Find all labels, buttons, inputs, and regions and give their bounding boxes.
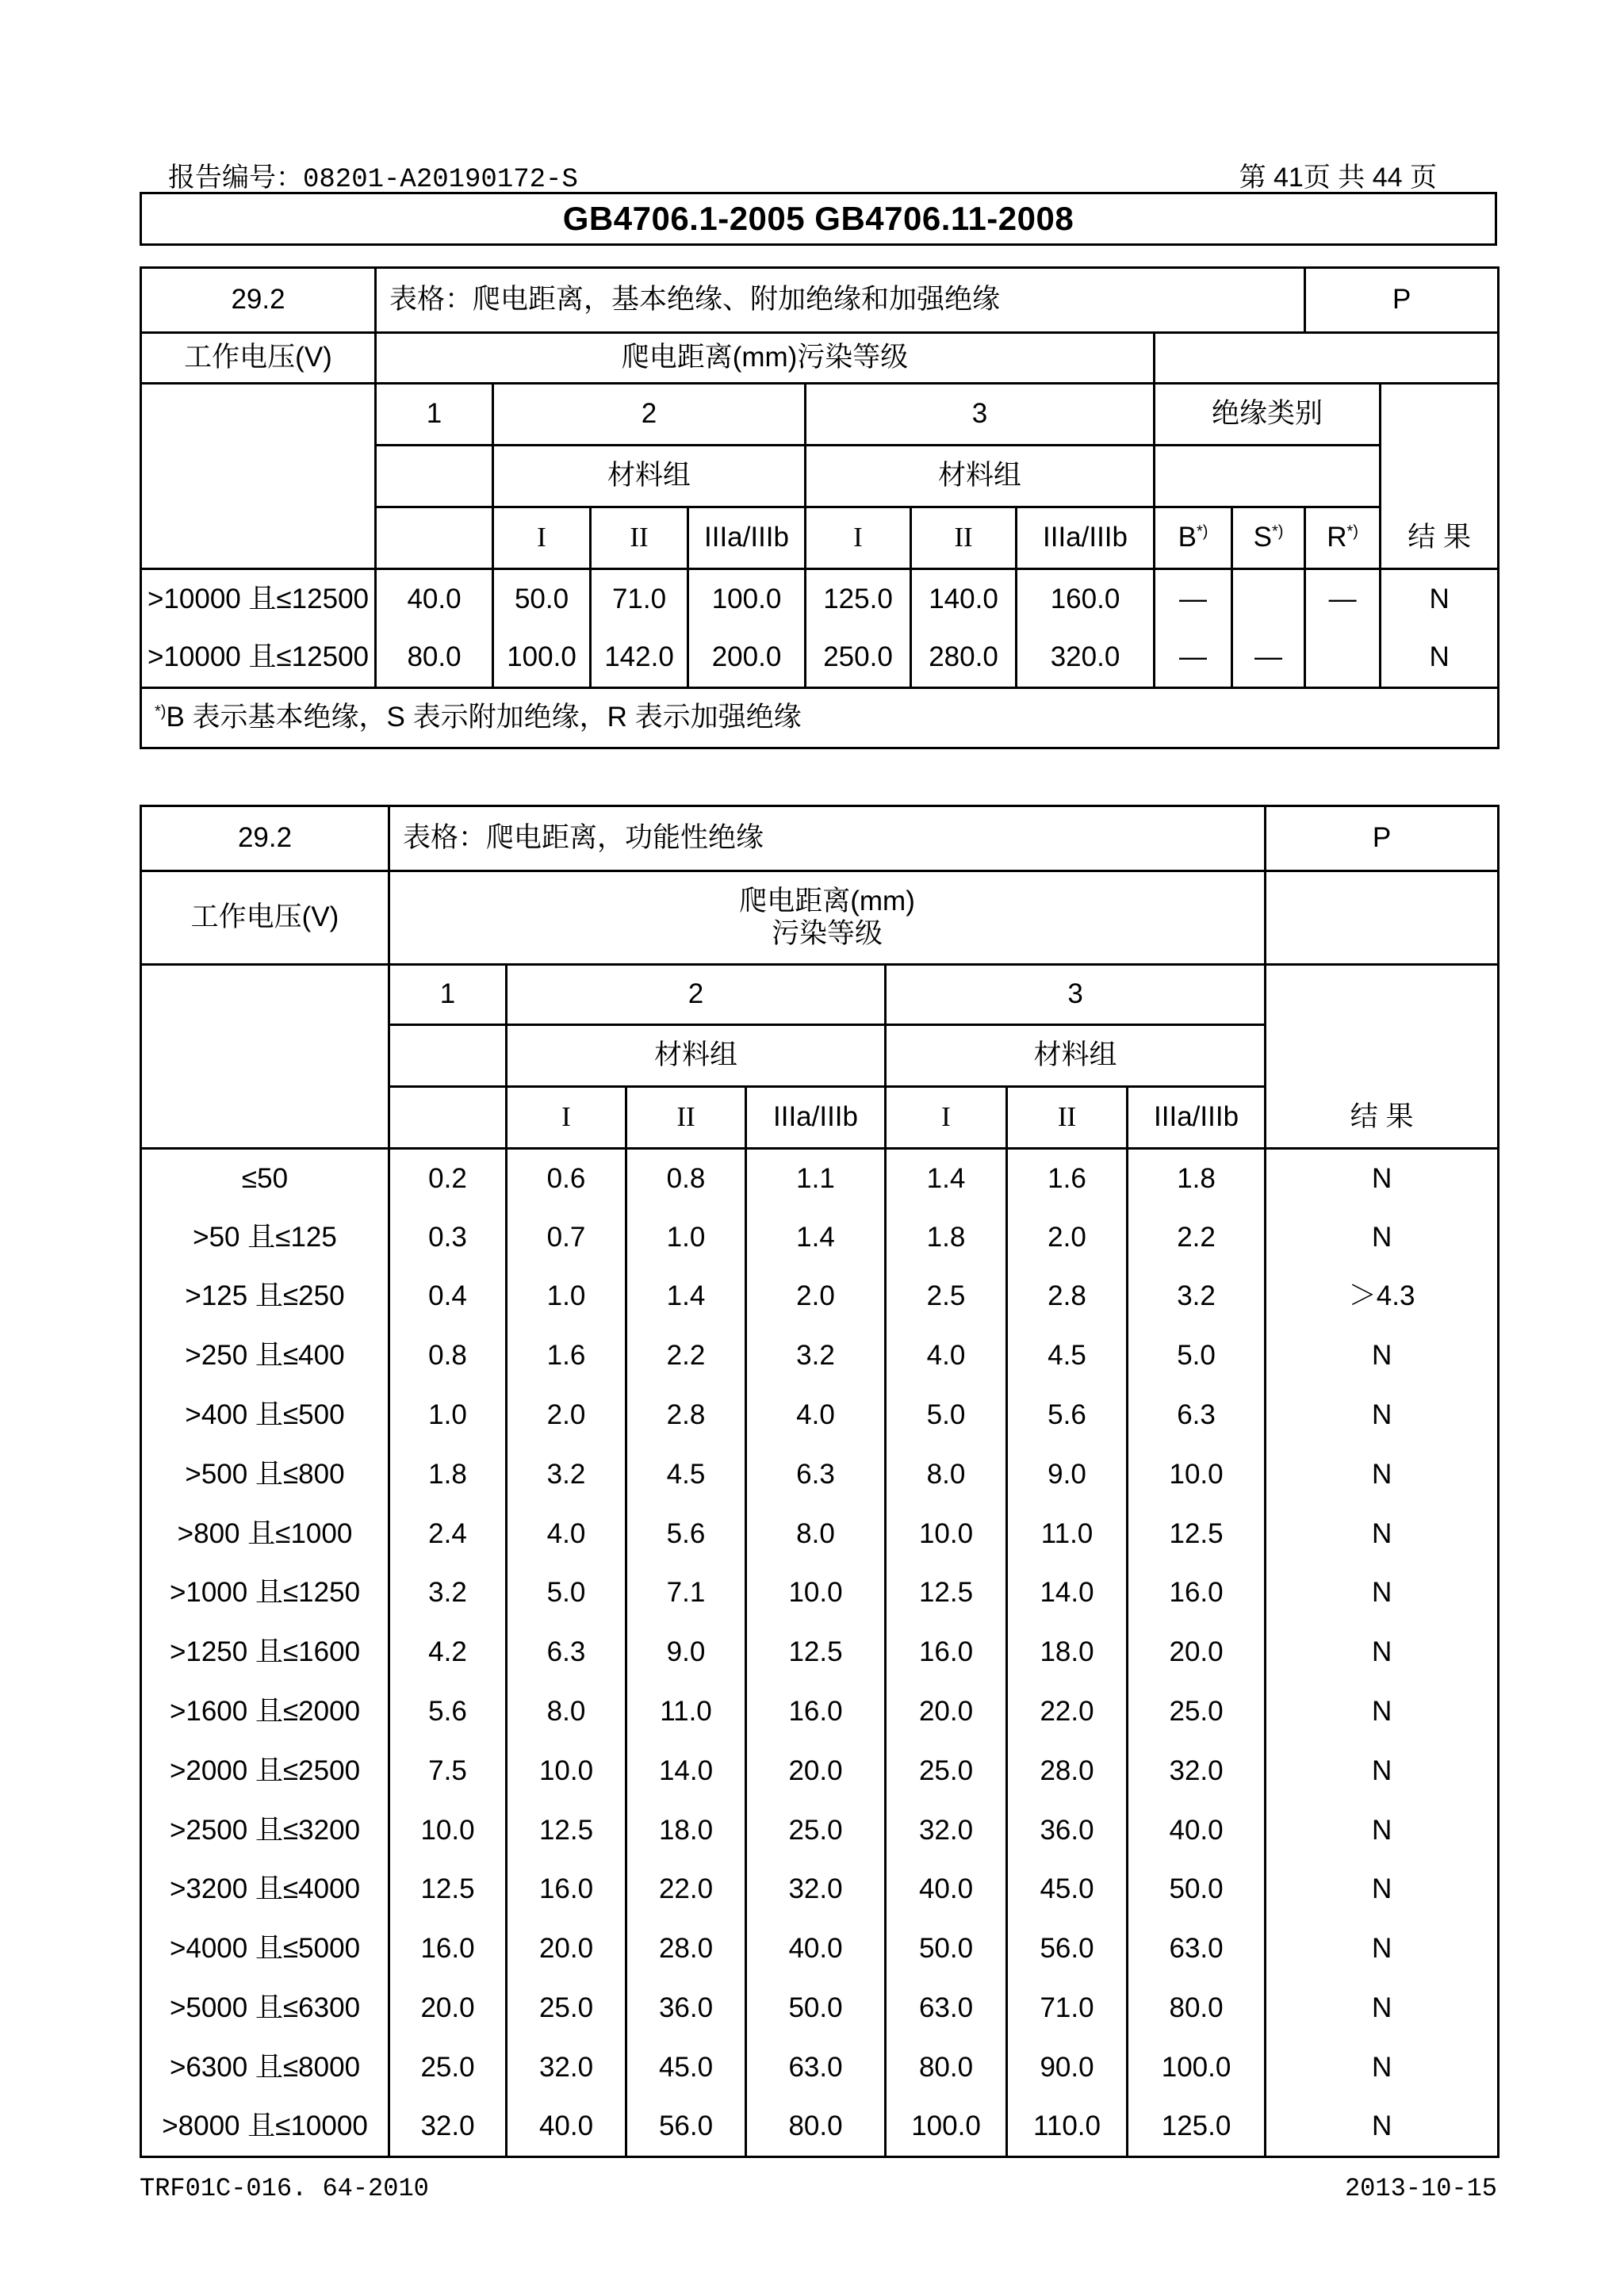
value-cell: 4.0	[886, 1326, 1007, 1386]
table-row	[141, 1504, 1499, 1563]
value-cell: 14.0	[1007, 1563, 1128, 1623]
degree-2: 2	[507, 965, 886, 1025]
empty-cell	[376, 446, 493, 507]
material-col-iii: IIIa/IIIb	[1128, 1087, 1266, 1149]
value-cell: 200.0	[688, 629, 806, 688]
voltage-range-cell: >6300 且≤8000	[141, 2038, 389, 2097]
material-col-ii: II	[591, 507, 688, 569]
value-cell: 28.0	[626, 1919, 746, 1979]
material-group-label: 材料组	[806, 446, 1155, 507]
table-row	[141, 1682, 1499, 1742]
value-cell: 4.2	[389, 1623, 507, 1682]
value-cell: 25.0	[507, 1979, 626, 2038]
value-cell: 1.0	[626, 1207, 746, 1267]
result-label: 结 果	[1381, 507, 1499, 569]
result-cell: N	[1266, 2038, 1499, 2097]
table-row	[141, 1741, 1499, 1800]
result-cell: N	[1381, 629, 1499, 688]
value-cell: 0.8	[626, 1149, 746, 1208]
material-group-label: 材料组	[493, 446, 806, 507]
result-cell: N	[1266, 1623, 1499, 1682]
value-cell: 16.0	[886, 1623, 1007, 1682]
value-cell: 10.0	[886, 1504, 1007, 1563]
table-row	[141, 1919, 1499, 1979]
value-cell: —	[1305, 569, 1381, 629]
value-cell: 32.0	[389, 2097, 507, 2156]
value-cell: 100.0	[688, 569, 806, 629]
degree-1: 1	[376, 384, 493, 446]
verdict: P	[1305, 268, 1499, 333]
value-cell: 1.6	[1007, 1149, 1128, 1208]
issue-date: 2013-10-15	[1344, 2174, 1497, 2203]
creepage-label: 爬电距离(mm)污染等级	[376, 333, 1155, 384]
value-cell: 7.1	[626, 1563, 746, 1623]
material-col-i: I	[493, 507, 591, 569]
value-cell: 12.5	[507, 1800, 626, 1860]
table-row	[141, 1563, 1499, 1623]
value-cell: 9.0	[1007, 1445, 1128, 1504]
creepage-table-basic	[140, 266, 1500, 749]
value-cell: 1.8	[886, 1207, 1007, 1267]
value-cell: 12.5	[886, 1563, 1007, 1623]
value-cell: 20.0	[886, 1682, 1007, 1742]
value-cell: 100.0	[493, 629, 591, 688]
value-cell: 63.0	[746, 2038, 886, 2097]
empty-cell	[141, 384, 376, 446]
value-cell: 9.0	[626, 1623, 746, 1682]
value-cell: 50.0	[493, 569, 591, 629]
value-cell: 5.6	[389, 1682, 507, 1742]
voltage-range-cell: >8000 且≤10000	[141, 2097, 389, 2156]
value-cell: 28.0	[1007, 1741, 1128, 1800]
value-cell: 100.0	[886, 2097, 1007, 2156]
result-cell: N	[1266, 1149, 1499, 1208]
value-cell: 1.0	[389, 1386, 507, 1445]
empty-cell	[141, 446, 376, 507]
value-cell: 50.0	[746, 1979, 886, 2038]
value-cell: 11.0	[626, 1682, 746, 1742]
value-cell: 0.6	[507, 1149, 626, 1208]
result-cell: N	[1266, 1800, 1499, 1860]
creepage-label-cell	[389, 871, 1266, 965]
value-cell: 3.2	[507, 1445, 626, 1504]
table-row	[141, 2097, 1499, 2156]
value-cell: 25.0	[886, 1741, 1007, 1800]
value-cell: 80.0	[376, 629, 493, 688]
value-cell: 110.0	[1007, 2097, 1128, 2156]
value-cell: 7.5	[389, 1741, 507, 1800]
value-cell: 25.0	[746, 1800, 886, 1860]
value-cell: 20.0	[746, 1741, 886, 1800]
table-row	[141, 1445, 1499, 1504]
value-cell: 12.5	[1128, 1504, 1266, 1563]
material-col-iii: IIIa/IIIb	[746, 1087, 886, 1149]
value-cell: 4.5	[626, 1445, 746, 1504]
value-cell: 0.2	[389, 1149, 507, 1208]
voltage-range-cell: ≤50	[141, 1149, 389, 1208]
value-cell: 125.0	[806, 569, 911, 629]
result-cell: N	[1381, 569, 1499, 629]
value-cell: 50.0	[1128, 1860, 1266, 1919]
value-cell: 16.0	[507, 1860, 626, 1919]
empty-cell	[1266, 871, 1499, 965]
empty-cell	[1381, 446, 1499, 507]
value-cell: 2.5	[886, 1267, 1007, 1326]
result-cell: N	[1266, 1979, 1499, 2038]
value-cell: 6.3	[746, 1445, 886, 1504]
category-b: B*)	[1155, 507, 1232, 569]
table2-body	[141, 1149, 1499, 2157]
value-cell: 20.0	[389, 1979, 507, 2038]
empty-cell	[389, 1087, 507, 1149]
value-cell: 20.0	[1128, 1623, 1266, 1682]
clause-number: 29.2	[141, 268, 376, 333]
value-cell: 18.0	[626, 1800, 746, 1860]
material-col-ii: II	[1007, 1087, 1128, 1149]
value-cell: 2.8	[1007, 1267, 1128, 1326]
value-cell: —	[1232, 629, 1305, 688]
table-title: 表格：爬电距离，基本绝缘、附加绝缘和加强绝缘	[376, 268, 1305, 333]
report-number: 报告编号：08201-A20190172-S	[168, 165, 578, 195]
value-cell: 36.0	[626, 1979, 746, 2038]
value-cell: 45.0	[626, 2038, 746, 2097]
value-cell: 1.0	[507, 1267, 626, 1326]
voltage-range-cell: >125 且≤250	[141, 1267, 389, 1326]
voltage-range-cell: >1000 且≤1250	[141, 1563, 389, 1623]
voltage-range-cell: >2000 且≤2500	[141, 1741, 389, 1800]
value-cell: 1.4	[886, 1149, 1007, 1208]
value-cell: 12.5	[746, 1623, 886, 1682]
value-cell: 22.0	[1007, 1682, 1128, 1742]
result-cell: ＞4.3	[1266, 1267, 1499, 1326]
value-cell: 1.4	[746, 1207, 886, 1267]
voltage-range-cell: >1600 且≤2000	[141, 1682, 389, 1742]
result-cell: N	[1266, 1741, 1499, 1800]
material-col-i: I	[507, 1087, 626, 1149]
material-col-ii: II	[626, 1087, 746, 1149]
value-cell: 32.0	[886, 1800, 1007, 1860]
value-cell: 2.0	[1007, 1207, 1128, 1267]
empty-cell	[141, 1025, 389, 1087]
page-footer	[140, 2174, 1497, 2203]
category-s: S*)	[1232, 507, 1305, 569]
value-cell: 1.1	[746, 1149, 886, 1208]
degree-2: 2	[493, 384, 806, 446]
empty-cell	[141, 965, 389, 1025]
voltage-range-cell: >500 且≤800	[141, 1445, 389, 1504]
value-cell: 280.0	[911, 629, 1017, 688]
value-cell: 16.0	[746, 1682, 886, 1742]
material-col-iii: IIIa/IIIb	[1017, 507, 1155, 569]
clause-number: 29.2	[141, 806, 389, 871]
voltage-range-cell: >10000 且≤12500	[141, 569, 376, 629]
value-cell: 90.0	[1007, 2038, 1128, 2097]
category-r: R*)	[1305, 507, 1381, 569]
material-col-ii: II	[911, 507, 1017, 569]
result-cell: N	[1266, 1386, 1499, 1445]
value-cell: 56.0	[1007, 1919, 1128, 1979]
result-cell: N	[1266, 1860, 1499, 1919]
value-cell: 14.0	[626, 1741, 746, 1800]
table-row	[141, 1267, 1499, 1326]
value-cell: 3.2	[746, 1326, 886, 1386]
table-row	[141, 1800, 1499, 1860]
value-cell: 0.3	[389, 1207, 507, 1267]
form-number: TRF01C-016. 64-2010	[140, 2174, 429, 2203]
value-cell: 63.0	[886, 1979, 1007, 2038]
voltage-label: 工作电压(V)	[141, 333, 376, 384]
empty-cell	[1266, 1025, 1499, 1087]
voltage-range-cell: >800 且≤1000	[141, 1504, 389, 1563]
value-cell: 10.0	[746, 1563, 886, 1623]
value-cell: 22.0	[626, 1860, 746, 1919]
value-cell: 40.0	[886, 1860, 1007, 1919]
table-row	[141, 1623, 1499, 1682]
table-row	[141, 629, 1499, 688]
value-cell: —	[1155, 629, 1232, 688]
value-cell: 11.0	[1007, 1504, 1128, 1563]
result-label: 结 果	[1266, 1087, 1499, 1149]
empty-cell	[389, 1025, 507, 1087]
value-cell: 0.7	[507, 1207, 626, 1267]
table-row	[141, 2038, 1499, 2097]
value-cell: 56.0	[626, 2097, 746, 2156]
material-group-label: 材料组	[507, 1025, 886, 1087]
table1-body	[141, 569, 1499, 688]
value-cell: 20.0	[507, 1919, 626, 1979]
voltage-range-cell: >4000 且≤5000	[141, 1919, 389, 1979]
result-cell: N	[1266, 1919, 1499, 1979]
value-cell: 2.4	[389, 1504, 507, 1563]
value-cell: 63.0	[1128, 1919, 1266, 1979]
voltage-label: 工作电压(V)	[141, 871, 389, 965]
value-cell: 80.0	[746, 2097, 886, 2156]
table-row	[141, 1979, 1499, 2038]
voltage-range-cell: >1250 且≤1600	[141, 1623, 389, 1682]
value-cell: 40.0	[1128, 1800, 1266, 1860]
voltage-range-cell: >50 且≤125	[141, 1207, 389, 1267]
value-cell: 2.0	[507, 1386, 626, 1445]
page-info: 第 41页 共 44 页	[1239, 163, 1437, 193]
result-cell: N	[1266, 1682, 1499, 1742]
degree-3: 3	[886, 965, 1266, 1025]
value-cell	[1305, 629, 1381, 688]
value-cell: 16.0	[389, 1919, 507, 1979]
value-cell: 25.0	[1128, 1682, 1266, 1742]
result-cell: N	[1266, 1445, 1499, 1504]
table-row	[141, 569, 1499, 629]
empty-cell	[141, 507, 376, 569]
value-cell: 5.6	[626, 1504, 746, 1563]
value-cell: 2.0	[746, 1267, 886, 1326]
result-cell: N	[1266, 1504, 1499, 1563]
insulation-type-label: 绝缘类别	[1155, 384, 1381, 446]
empty-cell	[1155, 333, 1499, 384]
value-cell: 250.0	[806, 629, 911, 688]
value-cell: 4.5	[1007, 1326, 1128, 1386]
value-cell: 2.2	[1128, 1207, 1266, 1267]
voltage-range-cell: >400 且≤500	[141, 1386, 389, 1445]
value-cell: 5.0	[886, 1386, 1007, 1445]
table-row	[141, 1149, 1499, 1208]
value-cell: 100.0	[1128, 2038, 1266, 2097]
voltage-range-cell: >5000 且≤6300	[141, 1979, 389, 2038]
value-cell: 1.4	[626, 1267, 746, 1326]
value-cell: 80.0	[886, 2038, 1007, 2097]
voltage-range-cell: >2500 且≤3200	[141, 1800, 389, 1860]
table-row	[141, 1326, 1499, 1386]
table-row	[141, 1386, 1499, 1445]
value-cell: 2.2	[626, 1326, 746, 1386]
note-text: B 表示基本绝缘，S 表示附加绝缘，R 表示加强绝缘	[166, 702, 802, 733]
value-cell: 40.0	[746, 1919, 886, 1979]
value-cell: 16.0	[1128, 1563, 1266, 1623]
material-group-label: 材料组	[886, 1025, 1266, 1087]
material-col-i: I	[806, 507, 911, 569]
table-title: 表格：爬电距离，功能性绝缘	[389, 806, 1266, 871]
value-cell: 4.0	[507, 1504, 626, 1563]
value-cell: 50.0	[886, 1919, 1007, 1979]
value-cell: 40.0	[376, 569, 493, 629]
value-cell: 2.8	[626, 1386, 746, 1445]
value-cell: 71.0	[591, 569, 688, 629]
value-cell: 1.6	[507, 1326, 626, 1386]
voltage-range-cell: >250 且≤400	[141, 1326, 389, 1386]
value-cell: 36.0	[1007, 1800, 1128, 1860]
value-cell: 3.2	[1128, 1267, 1266, 1326]
voltage-range-cell: >3200 且≤4000	[141, 1860, 389, 1919]
value-cell: 5.0	[507, 1563, 626, 1623]
value-cell: 160.0	[1017, 569, 1155, 629]
value-cell: 8.0	[507, 1682, 626, 1742]
value-cell: 10.0	[1128, 1445, 1266, 1504]
material-col-i: I	[886, 1087, 1007, 1149]
value-cell: 1.8	[389, 1445, 507, 1504]
value-cell: 125.0	[1128, 2097, 1266, 2156]
result-cell: N	[1266, 1326, 1499, 1386]
result-cell: N	[1266, 1207, 1499, 1267]
value-cell: 8.0	[886, 1445, 1007, 1504]
value-cell: 6.3	[507, 1623, 626, 1682]
value-cell: 0.4	[389, 1267, 507, 1326]
value-cell: 45.0	[1007, 1860, 1128, 1919]
degree-3: 3	[806, 384, 1155, 446]
value-cell: 5.6	[1007, 1386, 1128, 1445]
report-header	[168, 155, 1437, 195]
material-col-iii: IIIa/IIIb	[688, 507, 806, 569]
value-cell: 10.0	[389, 1800, 507, 1860]
empty-cell	[1266, 965, 1499, 1025]
result-cell: N	[1266, 2097, 1499, 2156]
value-cell: 0.8	[389, 1326, 507, 1386]
value-cell: —	[1155, 569, 1232, 629]
creepage-table-functional	[140, 805, 1500, 2158]
pollution-label: 污染等级	[772, 917, 883, 949]
value-cell: 18.0	[1007, 1623, 1128, 1682]
table-row	[141, 1207, 1499, 1267]
value-cell: 32.0	[507, 2038, 626, 2097]
table-row	[141, 1860, 1499, 1919]
value-cell: 40.0	[507, 2097, 626, 2156]
value-cell: 4.0	[746, 1386, 886, 1445]
voltage-range-cell: >10000 且≤12500	[141, 629, 376, 688]
table-note: *)B 表示基本绝缘，S 表示附加绝缘，R 表示加强绝缘	[141, 688, 1499, 748]
value-cell: 10.0	[507, 1741, 626, 1800]
value-cell: 142.0	[591, 629, 688, 688]
value-cell: 25.0	[389, 2038, 507, 2097]
value-cell: 5.0	[1128, 1326, 1266, 1386]
empty-cell	[141, 1087, 389, 1149]
value-cell: 320.0	[1017, 629, 1155, 688]
value-cell: 1.8	[1128, 1149, 1266, 1208]
standard-banner: GB4706.1-2005 GB4706.11-2008	[140, 192, 1497, 246]
verdict: P	[1266, 806, 1499, 871]
empty-cell	[376, 507, 493, 569]
value-cell: 32.0	[746, 1860, 886, 1919]
creepage-label: 爬电距离(mm)	[739, 886, 915, 917]
value-cell: 6.3	[1128, 1386, 1266, 1445]
empty-cell	[1155, 446, 1381, 507]
value-cell: 140.0	[911, 569, 1017, 629]
degree-1: 1	[389, 965, 507, 1025]
result-cell: N	[1266, 1563, 1499, 1623]
value-cell: 80.0	[1128, 1979, 1266, 2038]
value-cell: 3.2	[389, 1563, 507, 1623]
value-cell: 32.0	[1128, 1741, 1266, 1800]
value-cell	[1232, 569, 1305, 629]
value-cell: 71.0	[1007, 1979, 1128, 2038]
value-cell: 8.0	[746, 1504, 886, 1563]
empty-cell	[1381, 384, 1499, 446]
value-cell: 12.5	[389, 1860, 507, 1919]
